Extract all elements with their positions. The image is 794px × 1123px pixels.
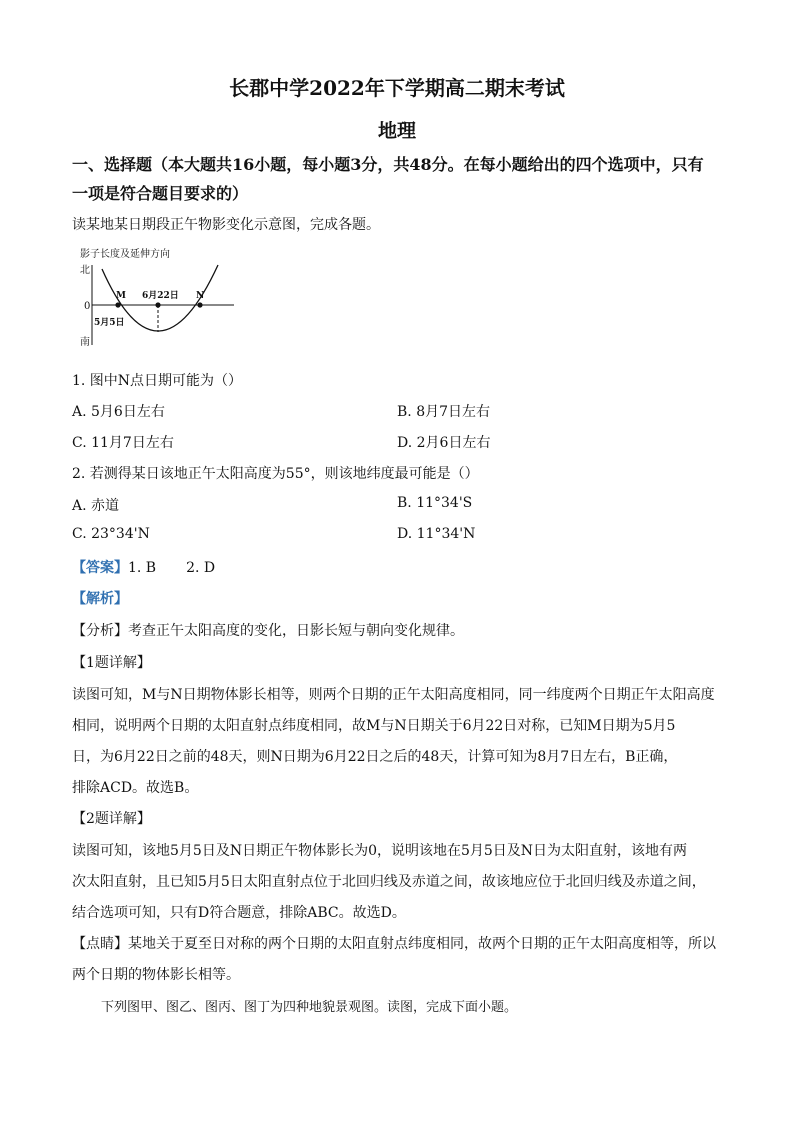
question-2-option-b: B. 11°34'S — [397, 495, 473, 511]
figure-date-start: 5月5日 — [94, 318, 125, 328]
fenxi-tag: 【分析】 — [72, 623, 128, 639]
dianjing-tag: 【点睛】 — [72, 936, 128, 952]
answer-line — [72, 557, 215, 577]
figure-point-n — [197, 302, 202, 307]
detail-2-line-1: 读图可知，该地5月5日及N日期正午物体影长为0，说明该地在5月5日及N日为太阳直射，该地有两 — [72, 843, 688, 859]
figure-y-title: 影子长度及延伸方向 — [80, 249, 170, 260]
detail-1-line-4: 排除ACD。故选B。 — [72, 780, 199, 796]
question-1-option-b: B. 8月7日左右 — [397, 404, 491, 420]
section-heading-line2: 一项是符合题目要求的） — [72, 184, 249, 203]
detail-2-line-2: 次太阳直射，且已知5月5日太阳直射点位于北回归线及赤道之间，故该地应位于北回归线及赤道之间， — [72, 874, 706, 890]
detail-1-line-3: 日，为6月22日之前的48天，则N日期为6月22日之后的48天，计算可知为8月7日左右，B正确， — [72, 749, 678, 765]
subject-title: 地理 — [377, 120, 416, 142]
question-2-option-a: A. 赤道 — [72, 498, 120, 514]
fenxi-line — [72, 620, 464, 640]
figure-m-label: M — [116, 291, 126, 301]
figure-date-mid: 6月22日 — [142, 291, 179, 301]
answer-1: 1. B — [128, 560, 157, 576]
question-2-stem: 2. 若测得某日该地正午太阳高度为55°，则该地纬度最可能是（） — [72, 466, 479, 482]
dianjing-text-1: 某地关于夏至日对称的两个日期的太阳直射点纬度相同，故两个日期的正午太阳高度相等，所以 — [128, 936, 716, 952]
question-intro: 读某地某日期段正午物影变化示意图，完成各题。 — [72, 217, 380, 233]
answer-2: 2. D — [186, 560, 216, 576]
question-1-option-c: C. 11月7日左右 — [72, 435, 174, 451]
question-2-option-d: D. 11°34'N — [397, 526, 476, 542]
figure-point-m — [115, 302, 120, 307]
shadow-change-figure — [76, 247, 238, 355]
detail-2-line-3: 结合选项可知，只有D符合题意，排除ABC。故选D。 — [72, 905, 406, 921]
detail-1-line-1: 读图可知，M与N日期物体影长相等，则两个日期的正午太阳高度相同，同一纬度两个日期正午太阳高度 — [72, 687, 715, 703]
figure-zero-label: 0 — [84, 301, 91, 312]
detail-1-tag: 【1题详解】 — [72, 655, 151, 671]
detail-2-tag: 【2题详解】 — [72, 811, 151, 827]
detail-1-line-2: 相同，说明两个日期的太阳直射点纬度相同，故M与N日期关于6月22日对称，已知M日期为5月5 — [72, 718, 676, 734]
section-heading-line1: 一、选择题（本大题共16小题，每小题3分，共48分。在每小题给出的四个选项中，只有 — [72, 155, 704, 174]
dianjing-line-1 — [72, 933, 716, 953]
analysis-tag: 【解析】 — [72, 591, 128, 607]
question-2-option-c: C. 23°34'N — [72, 526, 150, 542]
answer-tag: 【答案】 — [72, 560, 128, 576]
dianjing-line-2: 两个日期的物体影长相等。 — [72, 967, 240, 983]
question-1-stem: 1. 图中N点日期可能为（） — [72, 373, 243, 389]
figure-n-label: N — [196, 291, 205, 301]
figure-north-label: 北 — [80, 265, 90, 276]
figure-south-label: 南 — [80, 337, 90, 348]
question-1-option-a: A. 5月6日左右 — [72, 404, 165, 420]
fenxi-text: 考查正午太阳高度的变化，日影长短与朝向变化规律。 — [128, 623, 464, 639]
figure-point-mid — [155, 302, 160, 307]
next-question-intro: 下列图甲、图乙、图丙、图丁为四种地貌景观图。读图，完成下面小题。 — [101, 1000, 518, 1015]
question-1-option-d: D. 2月6日左右 — [397, 435, 491, 451]
exam-title: 长郡中学2022年下学期高二期末考试 — [229, 76, 565, 100]
